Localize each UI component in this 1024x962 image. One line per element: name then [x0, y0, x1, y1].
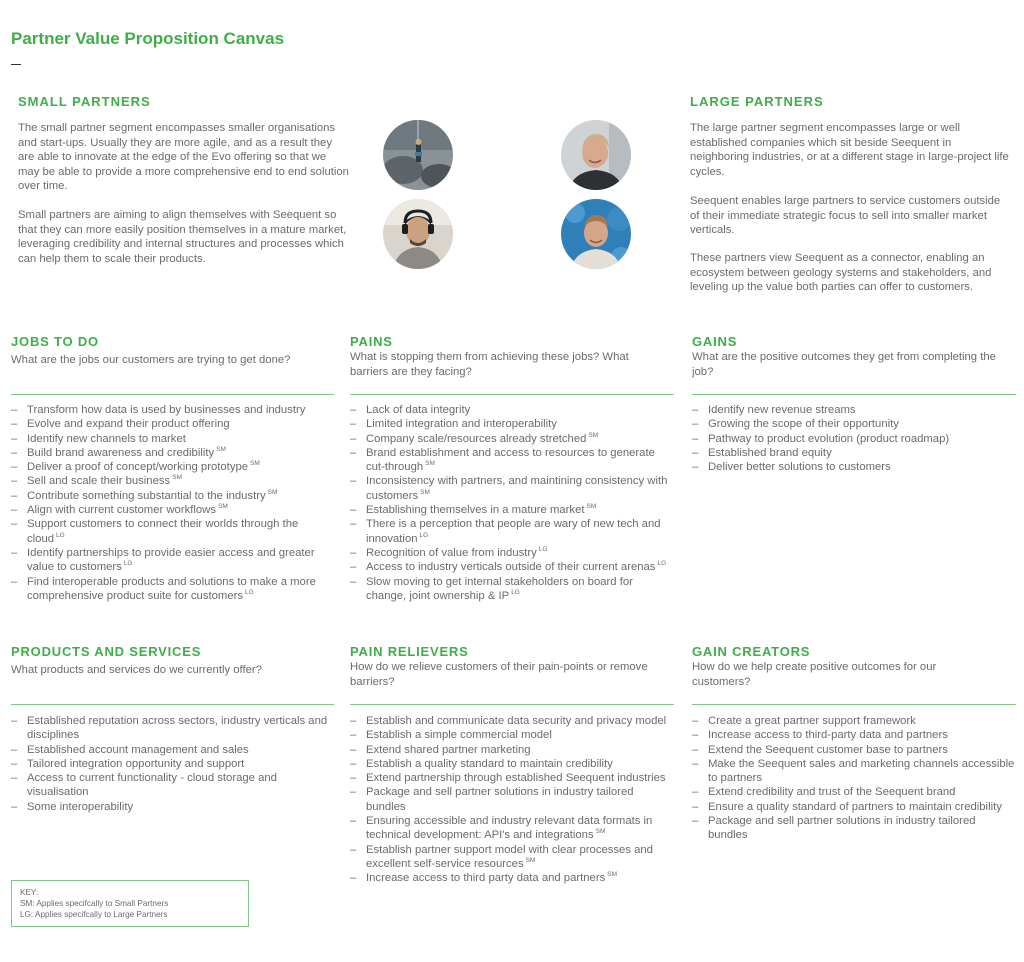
- list-item: [350, 871, 675, 885]
- segment-tag: SM: [586, 503, 597, 511]
- list-item: [11, 446, 336, 460]
- list-item-text: Establish partner support model with clear processes and excellent self-service resources: [366, 843, 653, 870]
- segment-tag: SM: [172, 474, 182, 482]
- list-item: [11, 503, 336, 517]
- list-item: [350, 517, 675, 546]
- list-item-text: Support customers to connect their worlds through the cloud: [27, 518, 299, 545]
- creators-list: [692, 714, 1017, 843]
- list-item-text: Established reputation across sectors, industry verticals and disciplines: [27, 715, 328, 742]
- products-divider: [11, 704, 334, 705]
- list-item: [692, 757, 1017, 786]
- list-item: [11, 757, 336, 771]
- list-item-text: Sell and scale their business: [27, 475, 171, 488]
- segment-tag: SM: [267, 488, 278, 496]
- list-item: [350, 743, 675, 757]
- list-item: [350, 785, 675, 814]
- relievers-divider: [350, 704, 674, 705]
- list-item-text: Inconsistency with partners, and maintining consistency with customers: [366, 475, 668, 502]
- avatar-large-partner-1: [561, 120, 631, 190]
- page-title: Partner Value Proposition Canvas: [11, 29, 285, 48]
- list-item: [11, 417, 336, 431]
- list-item-text: Ensure a quality standard of partners to maintain credibility: [708, 800, 1002, 813]
- list-item: [11, 771, 336, 800]
- list-item-text: Access to current functionality - cloud storage and visualisation: [27, 772, 277, 799]
- list-item-text: Identify new revenue streams: [708, 404, 856, 416]
- key-title: KEY:: [20, 888, 39, 897]
- creators-heading: GAIN CREATORS: [692, 644, 811, 659]
- list-item: [11, 432, 336, 446]
- list-item-text: Extend credibility and trust of the Seequent brand: [708, 786, 956, 799]
- relievers-heading: PAIN RELIEVERS: [350, 644, 469, 659]
- list-item-text: Extend shared partner marketing: [366, 743, 531, 756]
- list-item-text: Access to industry verticals outside of their current arenas: [366, 561, 656, 574]
- list-item: [350, 560, 675, 574]
- gains-heading: GAINS: [692, 334, 738, 349]
- jobs-heading: JOBS TO DO: [11, 334, 99, 349]
- list-item: [692, 785, 1017, 799]
- segment-tag: LG: [123, 560, 133, 568]
- list-item-text: Transform how data is used by businesses and industry: [27, 404, 306, 416]
- gains-subheading: What are the positive outcomes they get from completing the job?: [692, 351, 996, 378]
- creators-divider: [692, 704, 1016, 705]
- list-item-text: Align with current customer workflows: [27, 504, 216, 517]
- list-item: [692, 743, 1017, 757]
- segment-tag: LG: [419, 531, 429, 539]
- list-item: [11, 743, 336, 757]
- list-item: [350, 417, 675, 431]
- list-item-text: Established brand equity: [708, 446, 832, 459]
- large-partners-para-3: These partners view Seequent as a connector, enabling an ecosystem between geology systems and stakeholders, and leveling up the value both parties can offer to customers.: [690, 252, 992, 294]
- list-item-text: Increase access to third party data and partners: [366, 872, 606, 885]
- list-item: [350, 728, 675, 742]
- list-item: [350, 546, 675, 560]
- segment-tag: SM: [250, 460, 260, 468]
- list-item-text: Increase access to third-party data and partners: [708, 729, 948, 742]
- list-item-text: Establish and communicate data security and privacy model: [366, 715, 667, 727]
- list-item-text: Lack of data integrity: [366, 404, 471, 416]
- list-item-text: Identify partnerships to provide easier access and greater value to customers: [27, 546, 315, 574]
- list-item-text: Deliver a proof of concept/working prototype: [27, 461, 249, 474]
- products-list: [11, 714, 336, 814]
- segment-tag: LG: [56, 531, 65, 539]
- segment-tag: SM: [420, 488, 430, 496]
- list-item: [350, 575, 675, 604]
- list-item-text: Package and sell partner solutions in industry tailored bundles: [708, 815, 976, 842]
- list-item: [11, 546, 336, 575]
- jobs-subheading: What are the jobs our customers are trying to get done?: [11, 354, 291, 366]
- list-item-text: Established account management and sales: [27, 743, 249, 756]
- avatar-small-partner-2: [383, 199, 453, 269]
- large-partners-heading: LARGE PARTNERS: [690, 94, 824, 109]
- list-item-text: Evolve and expand their product offering: [27, 418, 230, 431]
- list-item: [350, 503, 675, 517]
- title-divider: [11, 64, 21, 65]
- list-item: [692, 403, 1017, 417]
- small-partners-para-1: The small partner segment encompasses smaller organisations and start-ups. Usually they are more agile, and as a result they are able to innovate at the edge of the Evo offering so that we may be able to provide a more comprehensive end to end solution over time.: [18, 122, 349, 193]
- list-item: [350, 403, 675, 417]
- gains-list: [692, 403, 1017, 474]
- list-item: [350, 757, 675, 771]
- list-item-text: Find interoperable products and solutions to make a more comprehensive product suite for customers: [27, 575, 316, 602]
- list-item-text: Package and sell partner solutions in industry tailored bundles: [366, 786, 634, 813]
- list-item: [692, 446, 1017, 460]
- segment-tag: SM: [525, 856, 536, 864]
- jobs-list: [11, 403, 336, 603]
- pains-heading: PAINS: [350, 334, 393, 349]
- products-subheading: What products and services do we currently offer?: [11, 664, 262, 676]
- list-item-text: Identify new channels to market: [27, 432, 186, 445]
- list-item-text: Slow moving to get internal stakeholders on board for change, joint ownership & IP: [366, 575, 633, 602]
- list-item: [11, 800, 336, 814]
- list-item-text: Deliver better solutions to customers: [708, 461, 891, 474]
- list-item-text: Pathway to product evolution (product roadmap): [708, 432, 950, 445]
- list-item: [350, 714, 675, 728]
- list-item: [350, 432, 675, 446]
- list-item: [11, 403, 336, 417]
- segment-tag: SM: [425, 460, 435, 468]
- relievers-subheading: How do we relieve customers of their pain-points or remove barriers?: [350, 661, 648, 688]
- pains-subheading: What is stopping them from achieving these jobs? What barriers are they facing?: [350, 351, 629, 378]
- list-item-text: Create a great partner support framework: [708, 715, 916, 727]
- list-item: [11, 460, 336, 474]
- segment-tag: LG: [511, 588, 520, 596]
- key-lg: LG: Applies specifcally to Large Partners: [20, 910, 168, 919]
- list-item-text: Build brand awareness and credibility: [27, 446, 215, 459]
- list-item: [11, 714, 336, 743]
- list-item: [350, 474, 675, 503]
- segment-tag: SM: [217, 503, 228, 511]
- list-item: [11, 474, 336, 488]
- avatar-large-partner-2: [561, 199, 631, 269]
- list-item-text: Limited integration and interoperability: [366, 418, 557, 431]
- list-item-text: Establishing themselves in a mature market: [366, 504, 585, 517]
- list-item: [692, 714, 1017, 728]
- list-item: [350, 446, 675, 475]
- list-item: [692, 728, 1017, 742]
- segment-tag: LG: [245, 588, 254, 596]
- creators-subheading: How do we help create positive outcomes for our customers?: [692, 661, 937, 688]
- gains-divider: [692, 394, 1016, 395]
- list-item: [11, 517, 336, 546]
- segment-tag: LG: [538, 545, 548, 553]
- segment-tag: LG: [657, 560, 667, 568]
- small-partners-para-2: Small partners are aiming to align themselves with Seequent so that they can more easily position themselves in a mature market, leveraging credibility and internal structures and processes which can help them to scale their products.: [18, 209, 347, 265]
- list-item: [11, 489, 336, 503]
- segment-tag: SM: [588, 431, 599, 439]
- list-item: [350, 771, 675, 785]
- pains-list: [350, 403, 675, 603]
- segment-tag: SM: [216, 445, 226, 453]
- large-partners-para-1: The large partner segment encompasses large or well established companies which sit beside Seequent in neighboring industries, or at a different stage in large-project life cycles.: [690, 122, 1009, 178]
- list-item-text: Establish a simple commercial model: [366, 729, 552, 742]
- key-legend: [11, 880, 249, 927]
- large-partners-para-2: Seequent enables large partners to service customers outside of their immediate strategic focus to sell into smaller market verticals.: [690, 195, 1001, 237]
- list-item-text: Extend the Seequent customer base to partners: [708, 743, 948, 756]
- list-item: [350, 843, 675, 872]
- avatar-small-partner-1: [383, 120, 453, 190]
- key-sm: SM: Applies specifcally to Small Partners: [20, 899, 169, 908]
- jobs-divider: [11, 394, 334, 395]
- list-item-text: Company scale/resources already stretched: [366, 432, 587, 445]
- list-item-text: Establish a quality standard to maintain credibility: [366, 757, 613, 770]
- list-item: [692, 800, 1017, 814]
- list-item-text: Tailored integration opportunity and support: [27, 757, 245, 770]
- list-item-text: Brand establishment and access to resources to generate cut-through: [366, 446, 655, 474]
- list-item: [692, 814, 1017, 843]
- list-item-text: Recognition of value from industry: [366, 546, 537, 559]
- list-item-text: Ensuring accessible and industry relevant data formats in technical development: API's and integrations: [366, 815, 653, 842]
- list-item: [11, 575, 336, 604]
- list-item-text: Make the Seequent sales and marketing channels accessible to partners: [708, 757, 1015, 785]
- list-item-text: Contribute something substantial to the industry: [27, 489, 266, 502]
- relievers-list: [350, 714, 675, 886]
- list-item-text: There is a perception that people are wary of new tech and innovation: [366, 518, 661, 545]
- list-item-text: Some interoperability: [27, 800, 134, 813]
- pains-divider: [350, 394, 674, 395]
- list-item: [692, 417, 1017, 431]
- products-heading: PRODUCTS AND SERVICES: [11, 644, 202, 659]
- segment-tag: SM: [595, 828, 606, 836]
- segment-tag: SM: [607, 871, 617, 879]
- list-item: [692, 460, 1017, 474]
- list-item-text: Extend partnership through established Seequent industries: [366, 772, 666, 785]
- small-partners-heading: SMALL PARTNERS: [18, 94, 151, 109]
- list-item: [692, 432, 1017, 446]
- list-item: [350, 814, 675, 843]
- list-item-text: Growing the scope of their opportunity: [708, 418, 899, 431]
